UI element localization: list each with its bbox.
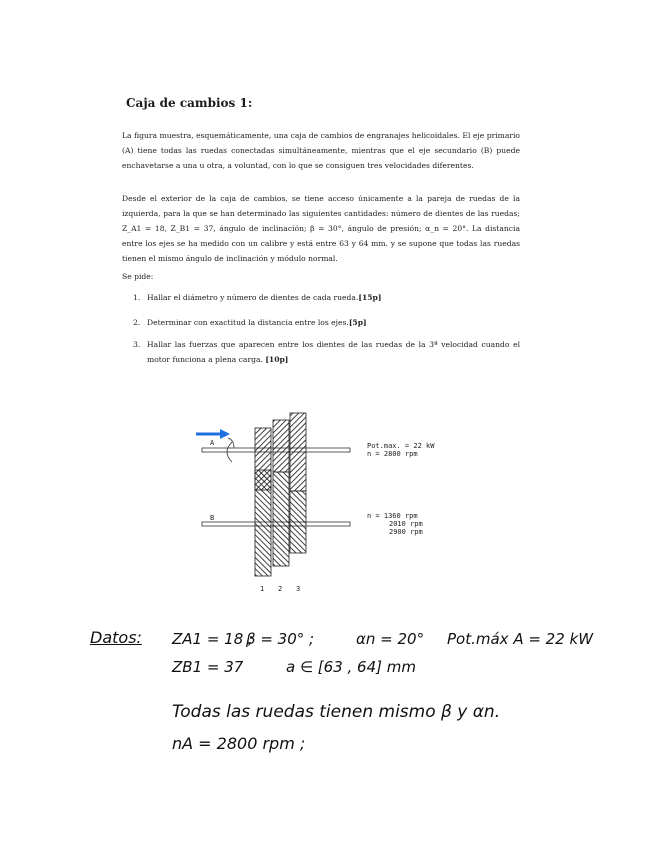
output-speed-1: n = 1360 rpm — [367, 512, 418, 520]
task-number: 1. — [133, 293, 141, 302]
shaft-a-label: A — [210, 439, 215, 447]
handwritten-distance: a ∈ [63 , 64] mm — [286, 658, 416, 676]
task-points: [15p] — [358, 293, 382, 302]
gear-wheel-3 — [290, 413, 306, 553]
wheel-label-1: 1 — [260, 585, 265, 593]
paragraph-se-pide: Se pide: — [122, 271, 154, 281]
task-item — [133, 337, 520, 367]
task-text: Hallar el diámetro y número de dientes de cada rueda. — [147, 293, 359, 302]
task-number: 2. — [133, 318, 141, 327]
task-item — [133, 315, 520, 330]
paragraph-data: Desde el exterior de la caja de cambios, se tiene acceso únicamente a la pareja de ruedas de la izquierda, para la que se han determinado las siguientes cantidades: número de dientes de las ruedas; Z_A1 = 18, Z_B1 = 37, ángulo de inclinación; β = 30°, ángulo de presión; α_n = 20°. La distancia entre los ejes se ha medido con un calibre y está entre 63 y 64 mm. y se supone que todas las ruedas tienen el mismo ángulo de inclinación y módulo normal. — [122, 193, 520, 263]
task-text: Hallar las fuerzas que aparecen entre los dientes de las ruedas de la 3ª velocidad cuando el motor funciona a plena carga. — [147, 340, 520, 364]
input-power-label: Pot.max. = 22 kW — [367, 442, 435, 450]
task-text: Determinar con exactitud la distancia entre los ejes. — [147, 318, 349, 327]
input-speed-label: n = 2800 rpm — [367, 450, 418, 458]
handwritten-note: Todas las ruedas tienen mismo β y αn. — [172, 702, 501, 722]
handwritten-beta: β = 30° ; — [246, 630, 315, 648]
task-number: 3. — [133, 340, 141, 349]
task-points: [10p] — [265, 355, 289, 364]
handwritten-speed: nA = 2800 rpm ; — [172, 734, 306, 753]
gear-wheel-1 — [255, 428, 271, 576]
input-arrow-icon — [196, 429, 234, 462]
output-speed-3: 2900 rpm — [389, 528, 423, 536]
output-speed-2: 2010 rpm — [389, 520, 423, 528]
wheel-label-2: 2 — [278, 585, 283, 593]
gearbox-diagram — [190, 408, 460, 598]
handwritten-power: Pot.máx A = 22 kW — [447, 630, 594, 648]
shaft-b-label: B — [210, 514, 215, 522]
wheel-label-3: 3 — [296, 585, 301, 593]
gear-wheel-2 — [273, 420, 289, 566]
task-item — [133, 290, 520, 305]
task-points: [5p] — [348, 318, 367, 327]
handwritten-za1: ZA1 = 18 ; — [172, 630, 254, 648]
paragraph-intro: La figura muestra, esquemáticamente, una caja de cambios de engranajes helicoidales. El eje primario (A) tiene todas las ruedas conectadas simultáneamente, mientras que el eje secundario (B) puede enchavetarse a una u otra, a voluntad, con lo que se consiguen tres velocidades diferentes. — [122, 130, 520, 170]
exercise-title: Caja de cambios 1: — [126, 96, 253, 110]
handwritten-datos-label: Datos: — [90, 628, 142, 647]
handwritten-zb1: ZB1 = 37 — [172, 658, 244, 676]
handwritten-alpha: αn = 20° — [356, 630, 425, 648]
